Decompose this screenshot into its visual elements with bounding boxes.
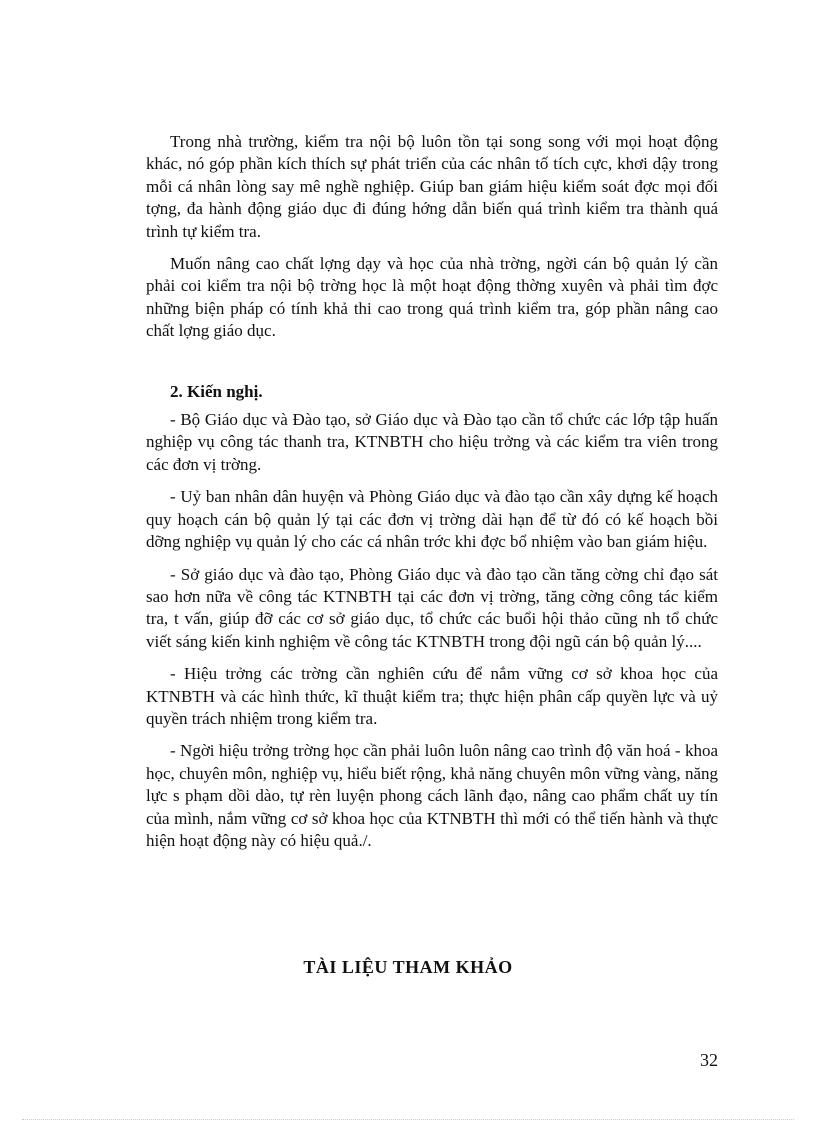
footer-divider [22, 1119, 794, 1120]
references-title: TÀI LIỆU THAM KHẢO [303, 957, 513, 977]
recommendation-item: - Ngời hiệu trởng trờng học cần phải luôn luôn nâng cao trình độ văn hoá - khoa học, chuyên môn, nghiệp vụ, hiểu biết rộng, khả năng chuyên môn vững vàng, năng lực s phạm dồi dào, tự rèn luyện phong cách lãnh đạo, nâng cao phẩm chất uy tín của mình, nắm vững cơ sở khoa học của KTNBTH thì mới có thể tiến hành và thực hiện hoạt động này có hiệu quả./. [146, 741, 718, 850]
recommendation-item: - Bộ Giáo dục và Đào tạo, sở Giáo dục và Đào tạo cần tổ chức các lớp tập huấn nghiệp vụ công tác thanh tra, KTNBTH cho hiệu trởng và các kiểm tra viên trong các đơn vị trờng. [146, 410, 718, 474]
recommendation-item: - Sở giáo dục và đào tạo, Phòng Giáo dục và đào tạo cần tăng cờng chỉ đạo sát sao hơn nữa về công tác KTNBTH tại các đơn vị trờng, tăng cờng công tác kiểm tra, t vấn, giúp đỡ các cơ sở giáo dục, tổ chức các buổi hội thảo cũng nh tổ chức viết sáng kiến kinh nghiệm về công tác KTNBTH trong đội ngũ cán bộ quản lý.... [146, 564, 718, 651]
paragraph-internal-inspection: Trong nhà trường, kiểm tra nội bộ luôn tồn tại song song với mọi hoạt động khác, nó góp phần kích thích sự phát triển của các nhân tố tích cực, khơi dậy trong mỗi cá nhân lòng say mê nghề nghiệp. Giúp ban giám hiệu kiểm soát đợc mọi đối tợng, đa hành động giáo dục đi đúng hớng dẫn biến quá trình kiểm tra thành quá trình tự kiểm tra. [146, 132, 718, 241]
recommendation-item: - Uỷ ban nhân dân huyện và Phòng Giáo dục và đào tạo cần xây dựng kế hoạch quy hoạch cán bộ quản lý tại các đơn vị trờng dài hạn để từ đó có kế hoạch bồi dỡng nghiệp vụ quản lý cho các cá nhân trớc khi đợc bổ nhiệm vào ban giám hiệu. [146, 487, 718, 552]
recommendation-item: - Hiệu trởng các trờng cần nghiên cứu để nắm vững cơ sở khoa học của KTNBTH và các hình thức, kĩ thuật kiểm tra; thực hiện phân cấp quyền lực và uỷ quyền trách nhiệm trong kiểm tra. [146, 664, 718, 728]
page-number: 32 [700, 1050, 718, 1070]
section-heading-recommendations: 2. Kiến nghị. [170, 381, 263, 401]
paragraph-quality-improvement: Muốn nâng cao chất lợng dạy và học của nhà trờng, ngời cán bộ quản lý cần phải coi kiểm tra nội bộ trờng học là một hoạt động thờng xuyên và phải tìm đợc những biện pháp có tính khả thi cao trong quá trình kiểm tra, góp phần nâng cao chất lợng giáo dục. [146, 254, 718, 341]
body-text [146, 131, 718, 862]
